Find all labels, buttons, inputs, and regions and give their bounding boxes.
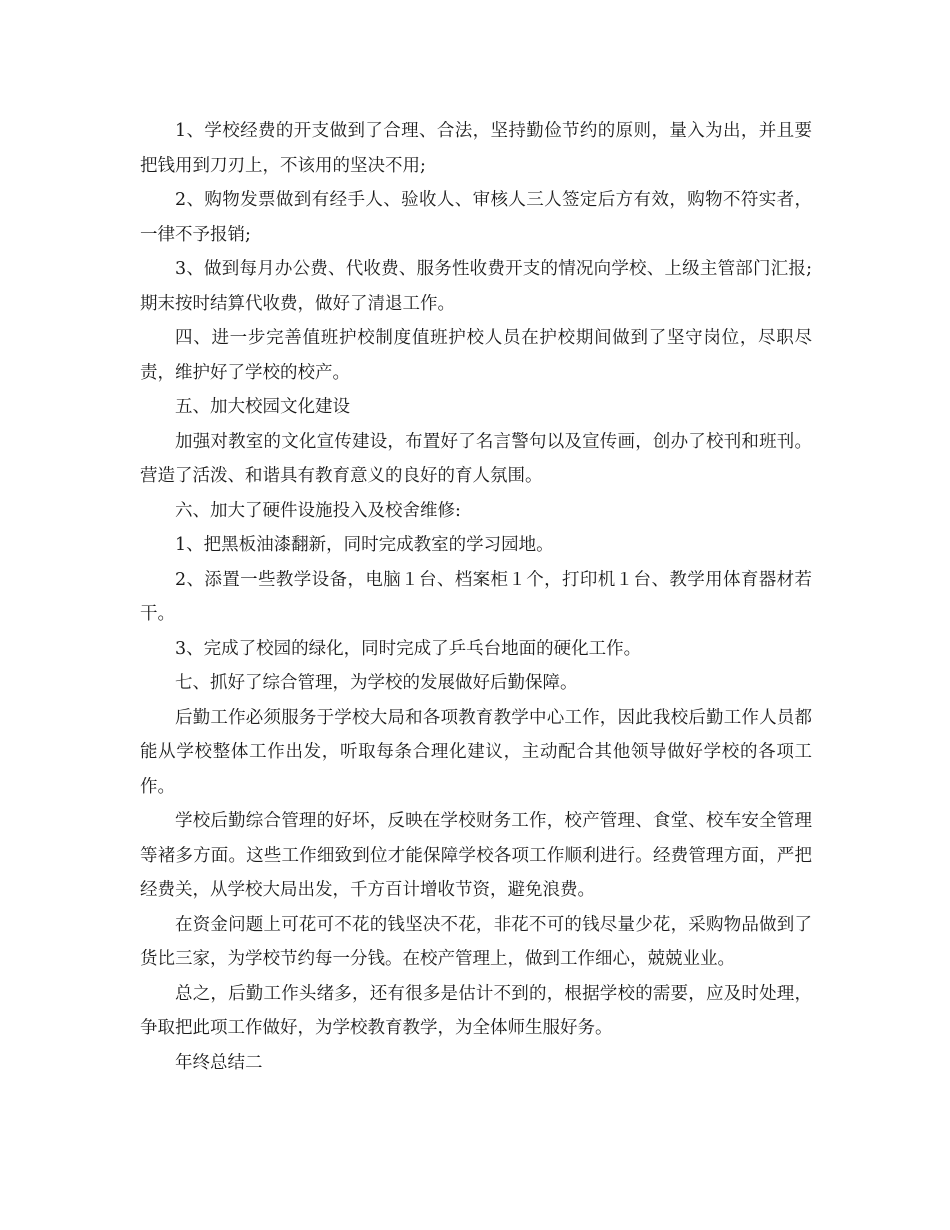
- section-heading: 五、加大校园文化建设: [175, 397, 350, 417]
- paragraph: 加强对教室的文化宣传建设，布置好了名言警句以及宣传画，创办了校刊和班刊。营造了活泼、和谐具有教育意义的良好的育人氛围。: [140, 431, 812, 486]
- paragraph: 学校后勤综合管理的好坏，反映在学校财务工作，校产管理、食堂、校车安全管理等褚多方面。这些工作细致到位才能保障学校各项工作顺利进行。经费管理方面，严把经费关，从学校大局出发，千方百计增收节资，避免浪费。: [140, 811, 812, 900]
- section-heading: 年终总结二: [175, 1052, 263, 1073]
- paragraph: 在资金问题上可花可不花的钱坚决不花，非花不可的钱尽量少花，采购物品做到了货比三家，为学校节约每一分钱。在校产管理上，做到工作细心，兢兢业业。: [140, 914, 812, 969]
- section-heading: 七、抓好了综合管理，为学校的发展做好后勤保障。: [175, 673, 578, 693]
- paragraph: 四、进一步完善值班护校制度值班护校人员在护校期间做到了坚守岗位，尽职尽责，维护好了学校的校产。: [140, 328, 812, 383]
- paragraph: 1、把黑板油漆翻新，同时完成教室的学习园地。: [175, 535, 554, 555]
- paragraph: 总之，后勤工作头绪多，还有很多是估计不到的，根据学校的需要，应及时处理，争取把此项工作做好，为学校教育教学，为全体师生服好务。: [140, 983, 812, 1038]
- document-body: [140, 114, 812, 1080]
- paragraph: 3、完成了校园的绿化，同时完成了乒乓台地面的硬化工作。: [175, 638, 642, 659]
- paragraph: 2、添置一些教学设备，电脑１台、档案柜１个，打印机１台、教学用体育器材若干。: [140, 569, 812, 624]
- paragraph: 3、做到每月办公费、代收费、服务性收费开支的情况向学校、上级主管部门汇报;期末按时结算代收费，做好了清退工作。: [140, 259, 812, 314]
- paragraph: 2、购物发票做到有经手人、验收人、审核人三人签定后方有效，购物不符实者，一律不予报销;: [140, 190, 812, 245]
- paragraph: 1、学校经费的开支做到了合理、合法，坚持勤俭节约的原则，量入为出，并且要把钱用到刀刃上，不该用的坚决不用;: [140, 121, 812, 176]
- section-heading: 六、加大了硬件设施投入及校舍维修:: [175, 500, 461, 521]
- paragraph: 后勤工作必须服务于学校大局和各项教育教学中心工作，因此我校后勤工作人员都能从学校整体工作出发，听取每条合理化建议，主动配合其他领导做好学校的各项工作。: [140, 707, 812, 797]
